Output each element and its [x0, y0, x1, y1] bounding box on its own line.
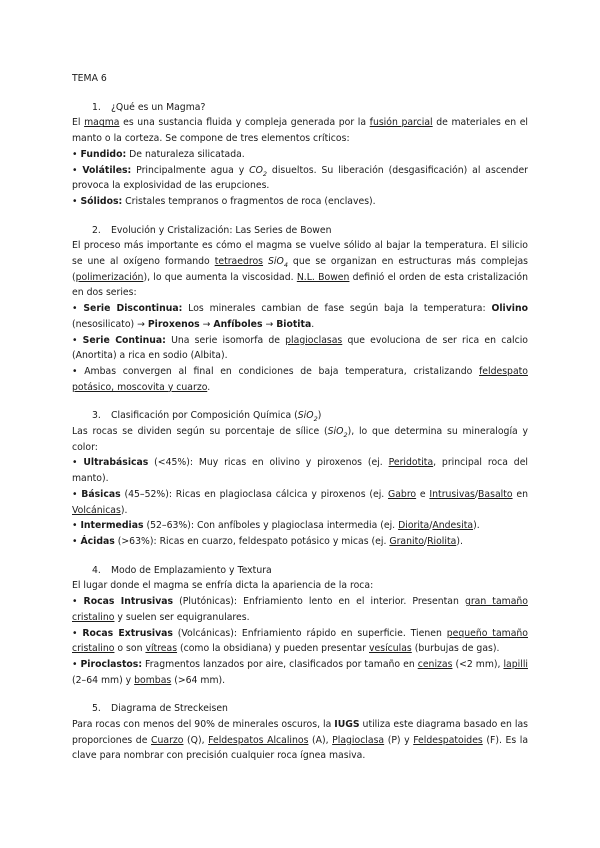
text: utiliza este diagrama basado en las proporciones de [72, 719, 529, 746]
text: El proceso más importante es cómo el magma se vuelve sólido al bajar la temperatura. El silicio se une al oxígeno formando [72, 240, 528, 268]
bullet: • [72, 658, 81, 670]
text: es una sustancia fluida y compleja generada por la [119, 117, 370, 129]
text: (como la obsidiana) y pueden presentar [177, 643, 369, 655]
section-number: 4. [92, 564, 101, 576]
text: (52–63%): Con anfíboles y plagioclasa intermedia (ej. [143, 520, 399, 532]
underlined-term: lapilli [503, 658, 528, 670]
bullet-item [72, 163, 528, 194]
text: (A), [308, 734, 333, 746]
text: / [423, 535, 428, 547]
text: (P) y [384, 734, 414, 746]
bullet-item [72, 657, 528, 688]
bullet: • [72, 334, 83, 346]
bullet: • [72, 488, 82, 500]
underlined-term: N.L. Bowen [296, 271, 350, 283]
underlined-term: Diorita [398, 520, 430, 532]
text: que se organizan en estructuras más complejas ( [72, 256, 528, 283]
text: y suelen ser equigranulares. [114, 611, 250, 623]
bold-label: Piroclastos: [80, 658, 143, 670]
text: (>63%): Ricas en cuarzo, feldespato potásico y micas (ej. [114, 535, 390, 547]
bold-label: Sólidos: [80, 195, 123, 207]
underlined-term: fusión parcial [369, 117, 433, 129]
bullet-item [72, 301, 528, 332]
bullet-item [72, 534, 528, 550]
bullet: • [72, 365, 85, 377]
underlined-term: gran tamaño cristalino [72, 596, 528, 623]
underlined-term: Peridotita [388, 457, 434, 469]
paragraph [72, 115, 528, 146]
bold-label: Ácidas [80, 535, 115, 547]
bullet-item [72, 455, 528, 486]
bold-label: Volátiles: [82, 164, 132, 176]
bold-term: Anfíboles [213, 318, 263, 330]
underlined-term: plagioclasas [285, 334, 343, 346]
text: disueltos. Su liberación (desgasificación) al ascender provoca la explosividad de las erupciones. [72, 164, 528, 192]
text: definió el orden de esta cristalización en dos series: [72, 271, 528, 299]
text: Las rocas se dividen según su porcentaje de sílice ( [72, 426, 328, 438]
bullet-item [72, 518, 528, 534]
bold-label: Rocas Extrusivas [82, 627, 173, 639]
subscript: 2 [313, 415, 318, 424]
bullet-item [72, 364, 528, 395]
section-title: Clasificación por Composición Química ( [111, 410, 298, 422]
bullet: • [72, 520, 81, 532]
bullet: • [72, 596, 84, 608]
text: El [72, 117, 85, 129]
underlined-term: tetraedros [214, 256, 264, 268]
underlined-term: Gabro [388, 488, 417, 500]
section-number: 1. [92, 101, 101, 113]
underlined-term: vesículas [369, 643, 412, 655]
paragraph [72, 238, 528, 301]
text: . [207, 381, 211, 393]
bullet: • [72, 535, 81, 547]
bold-label: Fundido: [80, 148, 127, 160]
underlined-term: Granito [389, 535, 424, 547]
section-number: 2. [92, 224, 101, 236]
text: , principal roca del manto). [72, 457, 528, 485]
text: De naturaleza silicatada. [126, 148, 245, 160]
text: Una serie isomorfa de [165, 334, 286, 346]
text: (F). Es la clave para nombrar con precisión cualquier roca ígnea masiva. [72, 734, 529, 762]
underlined-term: Riolita [427, 535, 457, 547]
formula-text: SiO [297, 410, 314, 422]
text: (Plutónicas): Enfriamiento lento en el interior. Presentan [173, 596, 465, 608]
text: (>64 mm). [171, 674, 226, 686]
document-body [72, 71, 528, 764]
bold-term: Biotita [276, 318, 312, 330]
formula [328, 426, 348, 437]
subscript: 4 [283, 260, 288, 269]
text: de materiales en el manto o la corteza. Se compone de tres elementos críticos: [72, 117, 528, 145]
section-2-heading [72, 223, 528, 239]
underlined-term: Volcánicas [72, 504, 121, 516]
formula [297, 410, 318, 424]
section-4-heading [72, 563, 528, 579]
underlined-term: Andesita [432, 520, 474, 532]
text: (Q), [183, 734, 209, 746]
bullet: • [72, 627, 83, 639]
underlined-term: vítreas [145, 643, 178, 655]
bold-label: Serie Continua: [82, 334, 166, 346]
underlined-term: Intrusivas [429, 488, 475, 500]
text: → [199, 318, 214, 330]
section-number: 3. [92, 410, 101, 422]
text: Principalmente agua y [131, 164, 250, 176]
bullet: • [72, 303, 84, 315]
formula [249, 165, 267, 176]
underlined-term: polimerización [75, 271, 144, 283]
bullet-item [72, 594, 528, 625]
bullet-item [72, 147, 528, 163]
underlined-term: pequeño tamaño cristalino [72, 627, 528, 655]
text: (Volcánicas): Enfriamiento rápido en superficie. Tienen [172, 627, 447, 639]
text: Cristales tempranos o fragmentos de roca (enclaves). [122, 195, 376, 207]
text: Fragmentos lanzados por aire, clasificados por tamaño en [142, 658, 418, 670]
bullet: • [72, 195, 81, 207]
formula-text: CO [249, 164, 263, 176]
paragraph [72, 717, 528, 764]
section-title: Evolución y Cristalización: Las Series de Bowen [111, 224, 332, 236]
underlined-term: Cuarzo [151, 734, 184, 746]
text: Ambas convergen al final en condiciones de baja temperatura, cristalizando [84, 365, 480, 377]
bold-label: Intermedias [80, 520, 144, 532]
subscript: 2 [262, 169, 268, 178]
section-number: 5. [92, 703, 101, 715]
section-5-heading [72, 701, 528, 717]
paragraph: El lugar donde el magma se enfría dicta la apariencia de la roca: [72, 580, 374, 592]
bullet-item [72, 487, 528, 518]
underlined-term: feldespato potásico, moscovita y cuarzo [72, 365, 528, 393]
bullet-item [72, 626, 528, 657]
bold-term: Olivino [491, 303, 528, 315]
bullet-item [72, 333, 528, 364]
section-3-heading [72, 408, 528, 424]
text: o son [114, 643, 146, 655]
document-title: TEMA 6 [72, 73, 107, 84]
bold-label: Básicas [81, 488, 121, 500]
underlined-term: bombas [134, 674, 172, 686]
underlined-term: magma [84, 117, 120, 129]
text: ), lo que aumenta la viscosidad. [143, 271, 297, 283]
text: / [429, 520, 433, 532]
bold-term: IUGS [334, 719, 360, 731]
section-title: ) [317, 410, 322, 422]
text: (45–52%): Ricas en plagioclasa cálcica y piroxenos (ej. [120, 488, 389, 500]
formula-text: SiO [268, 256, 284, 268]
text: (burbujas de gas). [411, 643, 500, 655]
bullet: • [72, 457, 84, 469]
bold-label: Ultrabásicas [83, 457, 149, 469]
text: en [512, 488, 528, 500]
text: (2–64 mm) y [72, 674, 135, 686]
text: / [474, 488, 479, 500]
bullet: • [72, 164, 83, 176]
text: ). [473, 520, 480, 532]
text: e [416, 488, 430, 500]
text: que evoluciona de ser rica en calcio (Anortita) a rica en sodio (Albita). [72, 334, 528, 362]
text: → [262, 318, 277, 330]
section-title: ¿Qué es un Magma? [111, 101, 206, 113]
bold-term: Piroxenos [147, 318, 200, 330]
text: ). [456, 535, 463, 547]
section-1-heading [72, 100, 528, 116]
text: . [311, 318, 315, 330]
underlined-term: Feldespatos Alcalinos [208, 734, 309, 746]
section-title: Diagrama de Streckeisen [111, 703, 228, 715]
underlined-term: Basalto [478, 488, 513, 500]
section-title: Modo de Emplazamiento y Textura [111, 564, 272, 576]
underlined-term: Feldespatoides [413, 734, 483, 746]
text: ). [120, 504, 128, 516]
text: Para rocas con menos del 90% de minerales oscuros, la [72, 719, 335, 731]
text: (nesosilicato) → [72, 318, 148, 330]
subscript: 2 [343, 430, 348, 439]
text: ), lo que determina su mineralogía y color: [72, 426, 529, 453]
text: (<2 mm), [452, 658, 504, 670]
paragraph [72, 424, 528, 455]
bullet-item [72, 194, 528, 210]
bullet: • [72, 148, 81, 160]
bold-label: Serie Discontinua: [83, 303, 183, 315]
text: (<45%): Muy ricas en olivino y piroxenos (ej. [148, 457, 389, 469]
underlined-term: Plagioclasa [332, 734, 385, 746]
formula [268, 256, 288, 267]
text: Los minerales cambian de fase según baja la temperatura: [182, 303, 492, 315]
underlined-term: cenizas [417, 658, 453, 670]
bold-label: Rocas Intrusivas [83, 596, 174, 608]
formula-text: SiO [327, 426, 344, 438]
